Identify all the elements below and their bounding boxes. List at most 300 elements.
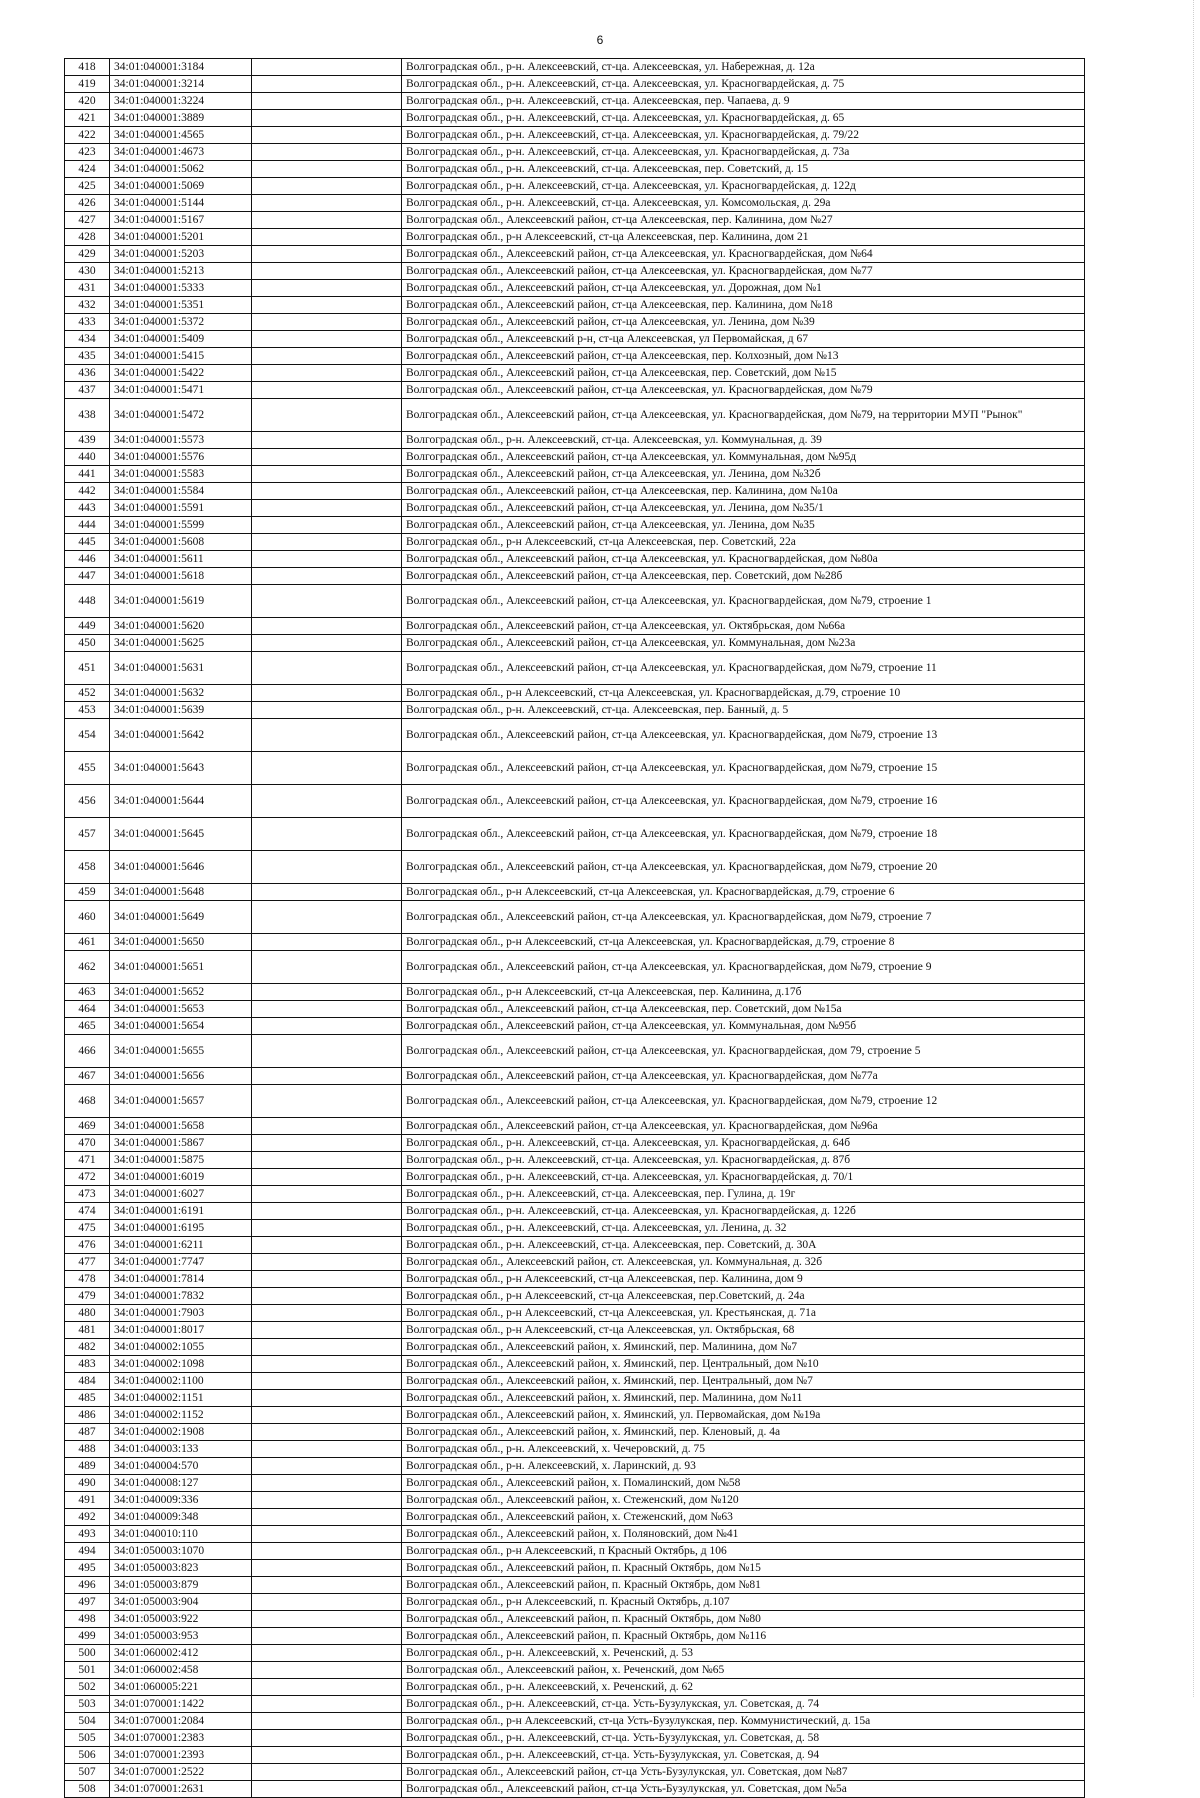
cadastral-number-cell: 34:01:040002:1100	[110, 1373, 252, 1390]
row-number-cell: 420	[65, 93, 110, 110]
empty-cell	[252, 1730, 402, 1747]
table-row	[65, 1730, 1085, 1747]
cadastral-number-cell: 34:01:040001:5351	[110, 297, 252, 314]
address-cell: Волгоградская обл., р-н. Алексеевский, ст-ца. Алексеевская, пер. Советский, д. 30А	[402, 1237, 1085, 1254]
row-number-cell: 488	[65, 1441, 110, 1458]
cadastral-number-cell: 34:01:050003:823	[110, 1560, 252, 1577]
cadastral-number-cell: 34:01:040001:5583	[110, 466, 252, 483]
address-cell: Волгоградская обл., Алексеевский район, ст-ца Усть-Бузулукская, ул. Советская, дом №5а	[402, 1781, 1085, 1798]
empty-cell	[252, 212, 402, 229]
empty-cell	[252, 1001, 402, 1018]
table-row	[65, 1169, 1085, 1186]
table-row	[65, 1018, 1085, 1035]
cadastral-number-cell: 34:01:070001:2084	[110, 1713, 252, 1730]
row-number-cell: 428	[65, 229, 110, 246]
empty-cell	[252, 1203, 402, 1220]
empty-cell	[252, 1085, 402, 1118]
row-number-cell: 429	[65, 246, 110, 263]
row-number-cell: 482	[65, 1339, 110, 1356]
cadastral-number-cell: 34:01:040001:5422	[110, 365, 252, 382]
row-number-cell: 439	[65, 432, 110, 449]
empty-cell	[252, 449, 402, 466]
address-cell: Волгоградская обл., р-н Алексеевский, ст-ца Алексеевская, пер. Советский, 22а	[402, 534, 1085, 551]
row-number-cell: 418	[65, 59, 110, 76]
cadastral-number-cell: 34:01:040001:5591	[110, 500, 252, 517]
empty-cell	[252, 685, 402, 702]
address-cell: Волгоградская обл., Алексеевский район, ст-ца Алексеевская, пер. Калинина, дом №27	[402, 212, 1085, 229]
row-number-cell: 506	[65, 1747, 110, 1764]
address-cell: Волгоградская обл., Алексеевский район, ст-ца Алексеевская, пер. Колхозный, дом №13	[402, 348, 1085, 365]
address-cell: Волгоградская обл., р-н. Алексеевский, ст-ца. Алексеевская, ул. Коммунальная, д. 39	[402, 432, 1085, 449]
table-row	[65, 466, 1085, 483]
address-cell: Волгоградская обл., Алексеевский район, ст-ца Алексеевская, ул. Красногвардейская, дом №79, строение 11	[402, 652, 1085, 685]
table-row	[65, 517, 1085, 534]
address-cell: Волгоградская обл., Алексеевский район, ст-ца Алексеевская, ул. Красногвардейская, дом №79, строение 12	[402, 1085, 1085, 1118]
table-row	[65, 1356, 1085, 1373]
empty-cell	[252, 752, 402, 785]
address-cell: Волгоградская обл., Алексеевский район, х. Яминский, пер. Центральный, дом №7	[402, 1373, 1085, 1390]
row-number-cell: 454	[65, 719, 110, 752]
empty-cell	[252, 144, 402, 161]
row-number-cell: 438	[65, 399, 110, 432]
address-cell: Волгоградская обл., Алексеевский район, ст-ца Алексеевская, пер. Советский, дом №15а	[402, 1001, 1085, 1018]
empty-cell	[252, 1662, 402, 1679]
address-cell: Волгоградская обл., Алексеевский район, ст-ца Алексеевская, ул. Ленина, дом №32б	[402, 466, 1085, 483]
empty-cell	[252, 229, 402, 246]
table-row	[65, 1118, 1085, 1135]
row-number-cell: 466	[65, 1035, 110, 1068]
empty-cell	[252, 534, 402, 551]
table-row	[65, 280, 1085, 297]
cadastral-number-cell: 34:01:040001:5625	[110, 635, 252, 652]
row-number-cell: 464	[65, 1001, 110, 1018]
row-number-cell: 495	[65, 1560, 110, 1577]
cadastral-number-cell: 34:01:040001:5619	[110, 585, 252, 618]
row-number-cell: 432	[65, 297, 110, 314]
cadastral-number-cell: 34:01:040004:570	[110, 1458, 252, 1475]
address-cell: Волгоградская обл., Алексеевский район, х. Яминский, пер. Центральный, дом №10	[402, 1356, 1085, 1373]
address-cell: Волгоградская обл., р-н Алексеевский, п Красный Октябрь, д 106	[402, 1543, 1085, 1560]
address-cell: Волгоградская обл., р-н. Алексеевский, ст-ца. Усть-Бузулукская, ул. Советская, д. 94	[402, 1747, 1085, 1764]
table-row	[65, 1305, 1085, 1322]
address-cell: Волгоградская обл., Алексеевский район, х. Помалинский, дом №58	[402, 1475, 1085, 1492]
row-number-cell: 445	[65, 534, 110, 551]
address-cell: Волгоградская обл., р-н Алексеевский, п. Красный Октябрь, д.107	[402, 1594, 1085, 1611]
table-row	[65, 1764, 1085, 1781]
cadastral-number-cell: 34:01:040001:7832	[110, 1288, 252, 1305]
empty-cell	[252, 1424, 402, 1441]
cadastral-number-cell: 34:01:040001:3214	[110, 76, 252, 93]
empty-cell	[252, 297, 402, 314]
table-row	[65, 618, 1085, 635]
row-number-cell: 436	[65, 365, 110, 382]
cadastral-number-cell: 34:01:040001:8017	[110, 1322, 252, 1339]
row-number-cell: 440	[65, 449, 110, 466]
table-row	[65, 1628, 1085, 1645]
page-number: 6	[596, 33, 604, 47]
address-cell: Волгоградская обл., р-н. Алексеевский, ст-ца. Алексеевская, пер. Банный, д. 5	[402, 702, 1085, 719]
table-row	[65, 1322, 1085, 1339]
address-cell: Волгоградская обл., р-н Алексеевский, ст-ца Алексеевская, ул. Красногвардейская, д.79, строение 6	[402, 884, 1085, 901]
empty-cell	[252, 1509, 402, 1526]
row-number-cell: 419	[65, 76, 110, 93]
row-number-cell: 474	[65, 1203, 110, 1220]
cadastral-number-cell: 34:01:040003:133	[110, 1441, 252, 1458]
cadastral-number-cell: 34:01:040001:5642	[110, 719, 252, 752]
cadastral-number-cell: 34:01:040002:1055	[110, 1339, 252, 1356]
row-number-cell: 437	[65, 382, 110, 399]
cadastral-number-cell: 34:01:050003:953	[110, 1628, 252, 1645]
address-cell: Волгоградская обл., Алексеевский район, ст-ца Алексеевская, пер. Советский, дом №28б	[402, 568, 1085, 585]
address-cell: Волгоградская обл., Алексеевский район, п. Красный Октябрь, дом №116	[402, 1628, 1085, 1645]
empty-cell	[252, 1526, 402, 1543]
address-cell: Волгоградская обл., Алексеевский район, ст-ца Алексеевская, ул. Красногвардейская, дом №79, строение 18	[402, 818, 1085, 851]
cadastral-number-cell: 34:01:040001:5584	[110, 483, 252, 500]
address-cell: Волгоградская обл., Алексеевский район, ст-ца Алексеевская, ул. Красногвардейская, дом №79, строение 15	[402, 752, 1085, 785]
cadastral-number-cell: 34:01:040001:5599	[110, 517, 252, 534]
cadastral-number-cell: 34:01:060005:221	[110, 1679, 252, 1696]
address-cell: Волгоградская обл., р-н. Алексеевский, ст-ца. Алексеевская, ул. Красногвардейская, д. 70/1	[402, 1169, 1085, 1186]
table-row	[65, 382, 1085, 399]
table-row	[65, 818, 1085, 851]
empty-cell	[252, 1373, 402, 1390]
address-cell: Волгоградская обл., р-н. Алексеевский, х. Чечеровский, д. 75	[402, 1441, 1085, 1458]
table-row	[65, 1577, 1085, 1594]
address-cell: Волгоградская обл., Алексеевский район, х. Реченский, дом №65	[402, 1662, 1085, 1679]
table-row	[65, 1679, 1085, 1696]
cadastral-number-cell: 34:01:040001:5639	[110, 702, 252, 719]
cadastral-number-cell: 34:01:040001:5655	[110, 1035, 252, 1068]
empty-cell	[252, 1254, 402, 1271]
address-cell: Волгоградская обл., Алексеевский район, ст-ца Алексеевская, ул. Красногвардейская, дом №80а	[402, 551, 1085, 568]
empty-cell	[252, 127, 402, 144]
table-row	[65, 652, 1085, 685]
address-cell: Волгоградская обл., Алексеевский район, п. Красный Октябрь, дом №80	[402, 1611, 1085, 1628]
cadastral-number-cell: 34:01:060002:412	[110, 1645, 252, 1662]
address-cell: Волгоградская обл., Алексеевский район, х. Яминский, пер. Малинина, дом №7	[402, 1339, 1085, 1356]
table-row	[65, 1441, 1085, 1458]
address-cell: Волгоградская обл., Алексеевский район, х. Стеженский, дом №63	[402, 1509, 1085, 1526]
cadastral-number-cell: 34:01:040001:5656	[110, 1068, 252, 1085]
empty-cell	[252, 263, 402, 280]
cadastral-number-cell: 34:01:040001:5062	[110, 161, 252, 178]
row-number-cell: 425	[65, 178, 110, 195]
table-row	[65, 1594, 1085, 1611]
row-number-cell: 483	[65, 1356, 110, 1373]
address-cell: Волгоградская обл., Алексеевский р-н, ст-ца Алексеевская, ул Первомайская, д 67	[402, 331, 1085, 348]
cadastral-number-cell: 34:01:040001:5409	[110, 331, 252, 348]
empty-cell	[252, 884, 402, 901]
empty-cell	[252, 399, 402, 432]
empty-cell	[252, 110, 402, 127]
table-row	[65, 884, 1085, 901]
row-number-cell: 461	[65, 934, 110, 951]
table-row	[65, 365, 1085, 382]
row-number-cell: 494	[65, 1543, 110, 1560]
register-body	[65, 59, 1085, 1798]
row-number-cell: 449	[65, 618, 110, 635]
address-cell: Волгоградская обл., р-н Алексеевский, ст-ца Алексеевская, ул. Красногвардейская, д.79, строение 8	[402, 934, 1085, 951]
empty-cell	[252, 1356, 402, 1373]
empty-cell	[252, 331, 402, 348]
address-cell: Волгоградская обл., Алексеевский район, ст-ца Алексеевская, ул. Красногвардейская, дом №79, строение 13	[402, 719, 1085, 752]
row-number-cell: 498	[65, 1611, 110, 1628]
table-row	[65, 1152, 1085, 1169]
empty-cell	[252, 1035, 402, 1068]
address-cell: Волгоградская обл., р-н. Алексеевский, ст-ца. Усть-Бузулукская, ул. Советская, д. 74	[402, 1696, 1085, 1713]
empty-cell	[252, 635, 402, 652]
empty-cell	[252, 1220, 402, 1237]
empty-cell	[252, 246, 402, 263]
empty-cell	[252, 280, 402, 297]
table-row	[65, 212, 1085, 229]
row-number-cell: 455	[65, 752, 110, 785]
address-cell: Волгоградская обл., Алексеевский район, х. Яминский, ул. Первомайская, дом №19а	[402, 1407, 1085, 1424]
cadastral-number-cell: 34:01:070001:1422	[110, 1696, 252, 1713]
table-row	[65, 59, 1085, 76]
empty-cell	[252, 785, 402, 818]
table-row	[65, 534, 1085, 551]
row-number-cell: 471	[65, 1152, 110, 1169]
cadastral-register-table	[64, 58, 1085, 1798]
cadastral-number-cell: 34:01:040002:1152	[110, 1407, 252, 1424]
address-cell: Волгоградская обл., р-н. Алексеевский, х. Реченский, д. 62	[402, 1679, 1085, 1696]
cadastral-number-cell: 34:01:040001:6019	[110, 1169, 252, 1186]
row-number-cell: 456	[65, 785, 110, 818]
address-cell: Волгоградская обл., р-н. Алексеевский, ст-ца. Алексеевская, ул. Ленина, д. 32	[402, 1220, 1085, 1237]
row-number-cell: 460	[65, 901, 110, 934]
table-row	[65, 1203, 1085, 1220]
row-number-cell: 447	[65, 568, 110, 585]
row-number-cell: 446	[65, 551, 110, 568]
address-cell: Волгоградская обл., Алексеевский район, х. Яминский, пер. Кленовый, д. 4а	[402, 1424, 1085, 1441]
cadastral-number-cell: 34:01:040001:6191	[110, 1203, 252, 1220]
row-number-cell: 478	[65, 1271, 110, 1288]
address-cell: Волгоградская обл., Алексеевский район, ст-ца Алексеевская, пер. Калинина, дом №18	[402, 297, 1085, 314]
cadastral-number-cell: 34:01:040001:5644	[110, 785, 252, 818]
row-number-cell: 470	[65, 1135, 110, 1152]
address-cell: Волгоградская обл., Алексеевский район, ст-ца Алексеевская, ул. Ленина, дом №39	[402, 314, 1085, 331]
address-cell: Волгоградская обл., р-н. Алексеевский, ст-ца. Алексеевская, пер. Гулина, д. 19г	[402, 1186, 1085, 1203]
empty-cell	[252, 432, 402, 449]
row-number-cell: 493	[65, 1526, 110, 1543]
table-row	[65, 635, 1085, 652]
cadastral-number-cell: 34:01:040001:5576	[110, 449, 252, 466]
cadastral-number-cell: 34:01:050003:904	[110, 1594, 252, 1611]
address-cell: Волгоградская обл., Алексеевский район, х. Поляновский, дом №41	[402, 1526, 1085, 1543]
address-cell: Волгоградская обл., р-н. Алексеевский, ст-ца. Алексеевская, ул. Красногвардейская, д. 79/22	[402, 127, 1085, 144]
address-cell: Волгоградская обл., Алексеевский район, х. Яминский, пер. Малинина, дом №11	[402, 1390, 1085, 1407]
empty-cell	[252, 1305, 402, 1322]
address-cell: Волгоградская обл., р-н Алексеевский, ст-ца Алексеевская, ул. Красногвардейская, д.79, строение 10	[402, 685, 1085, 702]
cadastral-number-cell: 34:01:040002:1098	[110, 1356, 252, 1373]
empty-cell	[252, 466, 402, 483]
table-row	[65, 1560, 1085, 1577]
table-row	[65, 1220, 1085, 1237]
cadastral-number-cell: 34:01:050003:1070	[110, 1543, 252, 1560]
address-cell: Волгоградская обл., р-н. Алексеевский, ст-ца. Алексеевская, ул. Красногвардейская, д. 122д	[402, 178, 1085, 195]
row-number-cell: 467	[65, 1068, 110, 1085]
address-cell: Волгоградская обл., р-н Алексеевский, ст-ца Алексеевская, ул. Октябрьская, 68	[402, 1322, 1085, 1339]
cadastral-number-cell: 34:01:040001:5653	[110, 1001, 252, 1018]
cadastral-number-cell: 34:01:040001:5415	[110, 348, 252, 365]
empty-cell	[252, 1560, 402, 1577]
empty-cell	[252, 1696, 402, 1713]
empty-cell	[252, 1475, 402, 1492]
empty-cell	[252, 1169, 402, 1186]
table-row	[65, 178, 1085, 195]
empty-cell	[252, 1407, 402, 1424]
row-number-cell: 502	[65, 1679, 110, 1696]
row-number-cell: 451	[65, 652, 110, 685]
table-row	[65, 399, 1085, 432]
table-row	[65, 1662, 1085, 1679]
address-cell: Волгоградская обл., р-н. Алексеевский, ст-ца. Алексеевская, ул. Комсомольская, д. 29а	[402, 195, 1085, 212]
table-row	[65, 1781, 1085, 1798]
address-cell: Волгоградская обл., р-н. Алексеевский, ст-ца. Алексеевская, ул. Набережная, д. 12а	[402, 59, 1085, 76]
empty-cell	[252, 585, 402, 618]
empty-cell	[252, 161, 402, 178]
cadastral-number-cell: 34:01:040001:5618	[110, 568, 252, 585]
address-cell: Волгоградская обл., р-н. Алексеевский, ст-ца. Алексеевская, ул. Красногвардейская, д. 65	[402, 110, 1085, 127]
row-number-cell: 472	[65, 1169, 110, 1186]
cadastral-number-cell: 34:01:040001:5213	[110, 263, 252, 280]
row-number-cell: 463	[65, 984, 110, 1001]
address-cell: Волгоградская обл., Алексеевский район, ст-ца Алексеевская, ул. Красногвардейская, дом №79, строение 7	[402, 901, 1085, 934]
empty-cell	[252, 1441, 402, 1458]
table-row	[65, 984, 1085, 1001]
empty-cell	[252, 59, 402, 76]
cadastral-number-cell: 34:01:040001:5620	[110, 618, 252, 635]
row-number-cell: 500	[65, 1645, 110, 1662]
row-number-cell: 441	[65, 466, 110, 483]
table-row	[65, 263, 1085, 280]
empty-cell	[252, 1611, 402, 1628]
empty-cell	[252, 1679, 402, 1696]
table-row	[65, 702, 1085, 719]
table-row	[65, 483, 1085, 500]
address-cell: Волгоградская обл., р-н Алексеевский, ст-ца Алексеевская, пер.Советский, д. 24а	[402, 1288, 1085, 1305]
row-number-cell: 452	[65, 685, 110, 702]
table-row	[65, 785, 1085, 818]
address-cell: Волгоградская обл., р-н Алексеевский, ст-ца Алексеевская, пер. Калинина, дом 21	[402, 229, 1085, 246]
row-number-cell: 479	[65, 1288, 110, 1305]
row-number-cell: 459	[65, 884, 110, 901]
cadastral-number-cell: 34:01:040001:4565	[110, 127, 252, 144]
table-row	[65, 246, 1085, 263]
empty-cell	[252, 818, 402, 851]
empty-cell	[252, 1713, 402, 1730]
table-row	[65, 297, 1085, 314]
row-number-cell: 487	[65, 1424, 110, 1441]
table-row	[65, 432, 1085, 449]
table-row	[65, 1492, 1085, 1509]
cadastral-number-cell: 34:01:070001:2393	[110, 1747, 252, 1764]
row-number-cell: 435	[65, 348, 110, 365]
row-number-cell: 505	[65, 1730, 110, 1747]
cadastral-number-cell: 34:01:040001:6211	[110, 1237, 252, 1254]
row-number-cell: 453	[65, 702, 110, 719]
table-row	[65, 1085, 1085, 1118]
cadastral-number-cell: 34:01:040001:3184	[110, 59, 252, 76]
row-number-cell: 468	[65, 1085, 110, 1118]
empty-cell	[252, 1152, 402, 1169]
cadastral-number-cell: 34:01:040001:5652	[110, 984, 252, 1001]
empty-cell	[252, 1458, 402, 1475]
row-number-cell: 448	[65, 585, 110, 618]
row-number-cell: 475	[65, 1220, 110, 1237]
address-cell: Волгоградская обл., р-н. Алексеевский, ст-ца. Алексеевская, ул. Красногвардейская, д. 87б	[402, 1152, 1085, 1169]
cadastral-number-cell: 34:01:040001:5643	[110, 752, 252, 785]
empty-cell	[252, 1594, 402, 1611]
table-row	[65, 719, 1085, 752]
address-cell: Волгоградская обл., Алексеевский район, ст-ца Алексеевская, ул. Коммунальная, дом №95д	[402, 449, 1085, 466]
address-cell: Волгоградская обл., Алексеевский район, ст-ца Алексеевская, ул. Красногвардейская, дом №79, на территории МУП "Рынок"	[402, 399, 1085, 432]
empty-cell	[252, 348, 402, 365]
empty-cell	[252, 1781, 402, 1798]
empty-cell	[252, 568, 402, 585]
address-cell: Волгоградская обл., р-н. Алексеевский, ст-ца. Алексеевская, пер. Советский, д. 15	[402, 161, 1085, 178]
address-cell: Волгоградская обл., Алексеевский район, ст-ца Алексеевская, ул. Дорожная, дом №1	[402, 280, 1085, 297]
empty-cell	[252, 1135, 402, 1152]
address-cell: Волгоградская обл., р-н. Алексеевский, х. Ларинский, д. 93	[402, 1458, 1085, 1475]
empty-cell	[252, 551, 402, 568]
cadastral-number-cell: 34:01:040001:5645	[110, 818, 252, 851]
empty-cell	[252, 178, 402, 195]
row-number-cell: 480	[65, 1305, 110, 1322]
address-cell: Волгоградская обл., Алексеевский район, ст-ца Алексеевская, ул. Красногвардейская, дом 79, строение 5	[402, 1035, 1085, 1068]
empty-cell	[252, 934, 402, 951]
table-row	[65, 1543, 1085, 1560]
empty-cell	[252, 76, 402, 93]
table-row	[65, 1001, 1085, 1018]
table-row	[65, 127, 1085, 144]
address-cell: Волгоградская обл., Алексеевский район, ст-ца Алексеевская, ул. Красногвардейская, дом №64	[402, 246, 1085, 263]
empty-cell	[252, 1018, 402, 1035]
row-number-cell: 424	[65, 161, 110, 178]
address-cell: Волгоградская обл., р-н. Алексеевский, ст-ца. Алексеевская, ул. Красногвардейская, д. 122б	[402, 1203, 1085, 1220]
table-row	[65, 551, 1085, 568]
cadastral-number-cell: 34:01:040001:3224	[110, 93, 252, 110]
row-number-cell: 442	[65, 483, 110, 500]
row-number-cell: 508	[65, 1781, 110, 1798]
empty-cell	[252, 1492, 402, 1509]
cadastral-number-cell: 34:01:040001:5203	[110, 246, 252, 263]
empty-cell	[252, 901, 402, 934]
cadastral-number-cell: 34:01:040001:5654	[110, 1018, 252, 1035]
address-cell: Волгоградская обл., р-н. Алексеевский, ст-ца. Алексеевская, ул. Красногвардейская, д. 64б	[402, 1135, 1085, 1152]
empty-cell	[252, 1764, 402, 1781]
cadastral-number-cell: 34:01:040008:127	[110, 1475, 252, 1492]
empty-cell	[252, 1577, 402, 1594]
table-row	[65, 449, 1085, 466]
table-row	[65, 851, 1085, 884]
row-number-cell: 423	[65, 144, 110, 161]
empty-cell	[252, 702, 402, 719]
empty-cell	[252, 365, 402, 382]
table-row	[65, 1747, 1085, 1764]
empty-cell	[252, 1322, 402, 1339]
cadastral-number-cell: 34:01:040002:1908	[110, 1424, 252, 1441]
empty-cell	[252, 195, 402, 212]
table-row	[65, 901, 1085, 934]
cadastral-number-cell: 34:01:040001:5472	[110, 399, 252, 432]
address-cell: Волгоградская обл., Алексеевский район, ст-ца Алексеевская, ул. Ленина, дом №35	[402, 517, 1085, 534]
address-cell: Волгоградская обл., Алексеевский район, ст-ца Алексеевская, ул. Красногвардейская, дом №77а	[402, 1068, 1085, 1085]
address-cell: Волгоградская обл., р-н Алексеевский, ст-ца Алексеевская, пер. Калинина, д.17б	[402, 984, 1085, 1001]
cadastral-number-cell: 34:01:040001:5372	[110, 314, 252, 331]
table-row	[65, 1424, 1085, 1441]
